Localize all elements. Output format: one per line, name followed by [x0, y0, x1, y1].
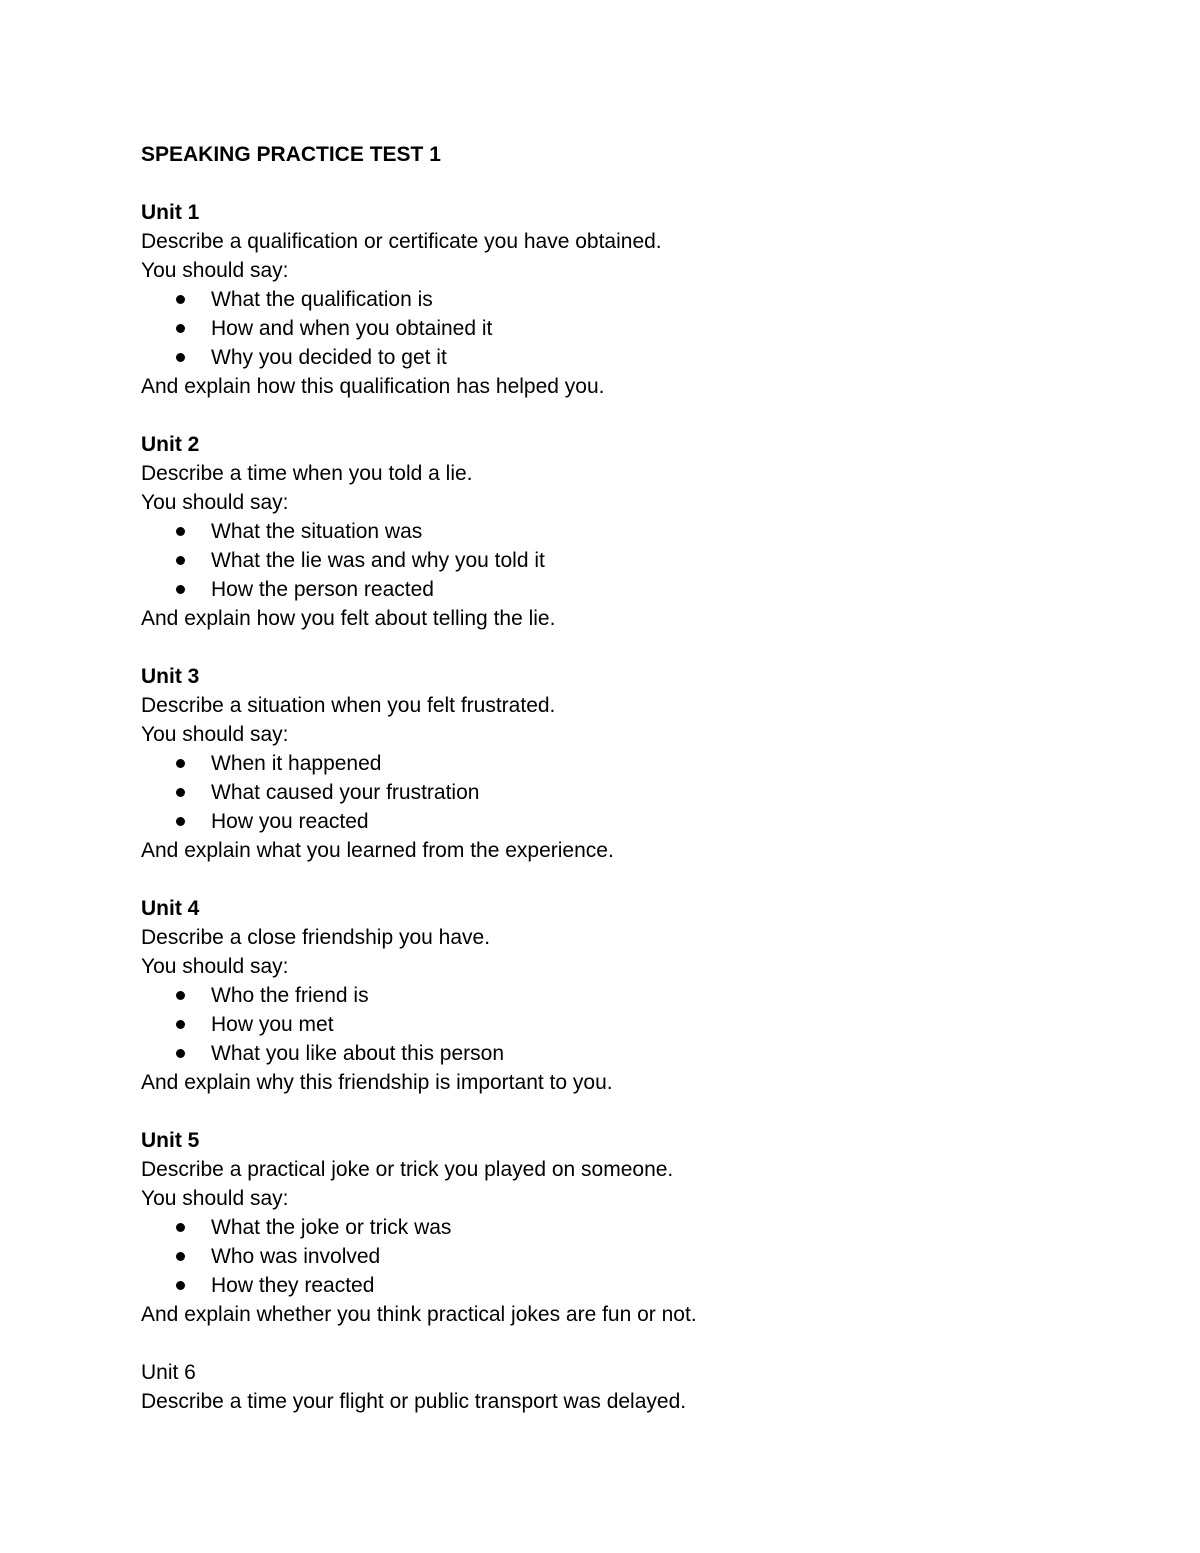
- list-item-text: What caused your frustration: [211, 781, 480, 804]
- list-item: [141, 546, 1101, 575]
- bullet-icon: [176, 556, 185, 565]
- unit-explain: And explain how you felt about telling the lie.: [141, 607, 556, 630]
- list-item: [141, 981, 1101, 1010]
- list-item-text: What you like about this person: [211, 1042, 504, 1065]
- list-item-text: What the lie was and why you told it: [211, 549, 545, 572]
- list-item-text: When it happened: [211, 752, 382, 775]
- list-item-text: How and when you obtained it: [211, 317, 493, 340]
- list-item-text: What the qualification is: [211, 288, 433, 311]
- bullet-icon: [176, 295, 185, 304]
- unit-prompt: Describe a close friendship you have.: [141, 926, 491, 949]
- list-item: [141, 1213, 1101, 1242]
- unit-explain: And explain how this qualification has helped you.: [141, 375, 605, 398]
- list-item-text: Why you decided to get it: [211, 346, 447, 369]
- list-item: [141, 1039, 1101, 1068]
- unit-explain: And explain whether you think practical jokes are fun or not.: [141, 1303, 697, 1326]
- document-title: SPEAKING PRACTICE TEST 1: [141, 143, 441, 166]
- list-item-text: Who was involved: [211, 1245, 381, 1268]
- bullet-icon: [176, 817, 185, 826]
- list-item-text: Who the friend is: [211, 984, 369, 1007]
- bullet-icon: [176, 1223, 185, 1232]
- should-say-label: You should say:: [141, 955, 289, 978]
- list-item: [141, 575, 1101, 604]
- bullet-list: [141, 981, 1101, 1068]
- bullet-icon: [176, 788, 185, 797]
- unit-5: [141, 1126, 1101, 1329]
- unit-heading: Unit 1: [141, 201, 200, 224]
- unit-heading: Unit 2: [141, 433, 200, 456]
- bullet-icon: [176, 353, 185, 362]
- list-item: [141, 807, 1101, 836]
- bullet-icon: [176, 991, 185, 1000]
- unit-6: [141, 1358, 1101, 1416]
- bullet-icon: [176, 324, 185, 333]
- bullet-icon: [176, 759, 185, 768]
- unit-prompt: Describe a time your flight or public transport was delayed.: [141, 1390, 687, 1413]
- unit-heading: Unit 6: [141, 1361, 196, 1384]
- bullet-list: [141, 285, 1101, 372]
- list-item: [141, 749, 1101, 778]
- list-item: [141, 517, 1101, 546]
- bullet-icon: [176, 1020, 185, 1029]
- unit-heading: Unit 3: [141, 665, 200, 688]
- unit-heading: Unit 4: [141, 897, 200, 920]
- unit-2: [141, 430, 1101, 633]
- bullet-icon: [176, 1281, 185, 1290]
- should-say-label: You should say:: [141, 723, 289, 746]
- unit-explain: And explain what you learned from the experience.: [141, 839, 614, 862]
- list-item-text: What the situation was: [211, 520, 423, 543]
- bullet-icon: [176, 1049, 185, 1058]
- list-item-text: How you met: [211, 1013, 334, 1036]
- unit-3: [141, 662, 1101, 865]
- list-item: [141, 285, 1101, 314]
- bullet-icon: [176, 1252, 185, 1261]
- list-item: [141, 778, 1101, 807]
- bullet-list: [141, 1213, 1101, 1300]
- list-item: [141, 1010, 1101, 1039]
- list-item: [141, 1271, 1101, 1300]
- unit-prompt: Describe a situation when you felt frustrated.: [141, 694, 556, 717]
- bullet-icon: [176, 527, 185, 536]
- should-say-label: You should say:: [141, 491, 289, 514]
- unit-prompt: Describe a time when you told a lie.: [141, 462, 473, 485]
- should-say-label: You should say:: [141, 1187, 289, 1210]
- unit-heading: Unit 5: [141, 1129, 200, 1152]
- bullet-list: [141, 517, 1101, 604]
- list-item: [141, 1242, 1101, 1271]
- should-say-label: You should say:: [141, 259, 289, 282]
- unit-1: [141, 198, 1101, 401]
- unit-prompt: Describe a qualification or certificate you have obtained.: [141, 230, 662, 253]
- document-page: [141, 140, 1101, 1445]
- list-item-text: How the person reacted: [211, 578, 434, 601]
- list-item-text: How you reacted: [211, 810, 369, 833]
- unit-explain: And explain why this friendship is important to you.: [141, 1071, 613, 1094]
- unit-prompt: Describe a practical joke or trick you played on someone.: [141, 1158, 674, 1181]
- list-item-text: How they reacted: [211, 1274, 375, 1297]
- unit-4: [141, 894, 1101, 1097]
- bullet-icon: [176, 585, 185, 594]
- bullet-list: [141, 749, 1101, 836]
- list-item: [141, 343, 1101, 372]
- list-item: [141, 314, 1101, 343]
- list-item-text: What the joke or trick was: [211, 1216, 452, 1239]
